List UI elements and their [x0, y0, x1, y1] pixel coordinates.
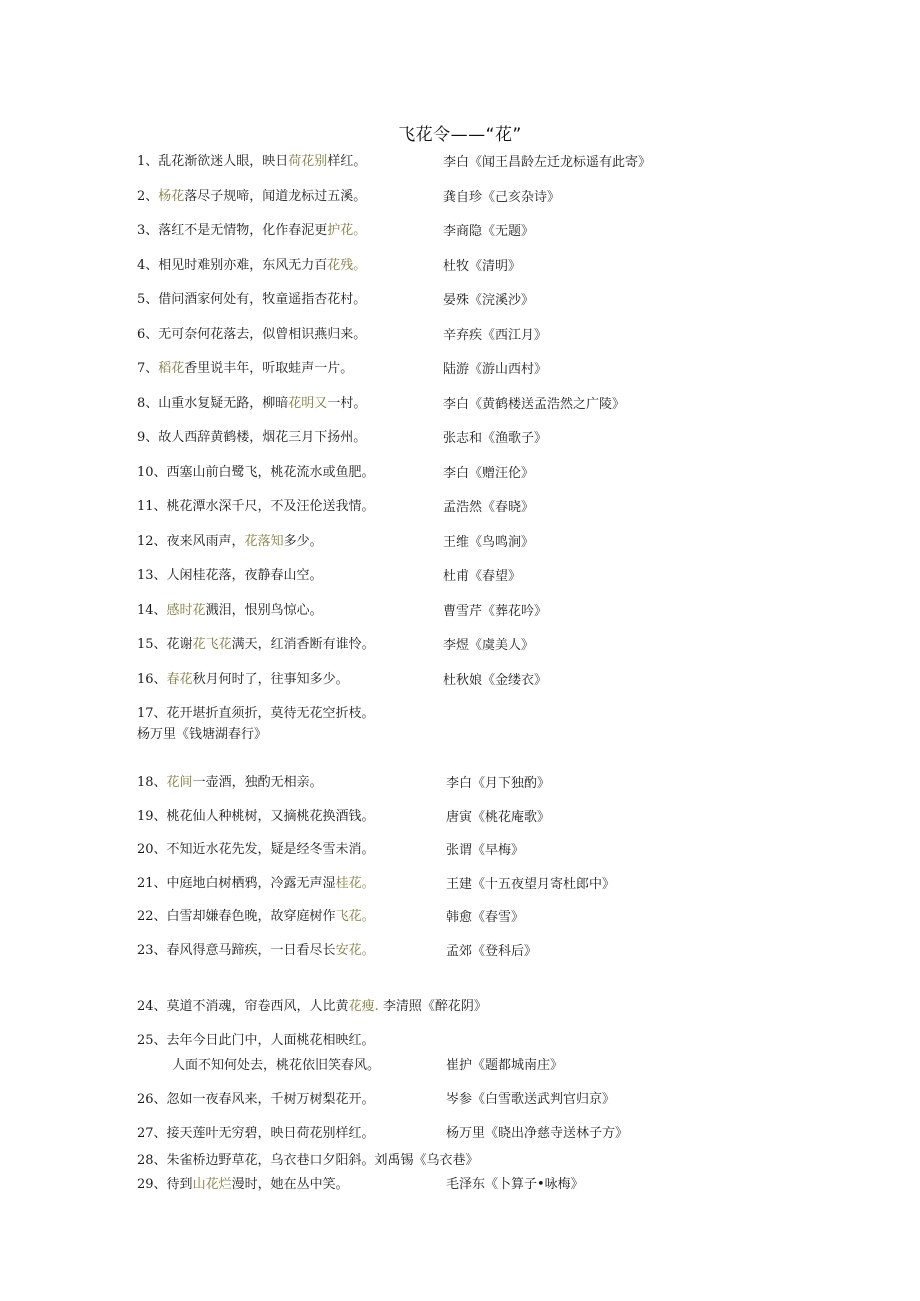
highlight-text: 花瘦. — [348, 999, 379, 1014]
poem-source: 辛弃疾《西江月》 — [443, 327, 548, 343]
line-text: 西塞山前白鹭飞，桃花流水或鱼肥。 — [166, 464, 375, 480]
line-number: 24、 — [137, 999, 167, 1014]
line-text: 春风得意马蹄疾，一日看尽长 — [166, 942, 336, 958]
highlight-text: 桂花。 — [335, 875, 375, 891]
poem-line-26 — [137, 1092, 375, 1108]
highlight-text: 春花 — [166, 671, 193, 687]
line-text: 故人西辞黄鹤楼，烟花三月下扬州。 — [158, 430, 367, 445]
highlight-text: 花间 — [166, 775, 193, 790]
poem-source: 韩愈《春雪》 — [446, 910, 525, 925]
line-number: 18、 — [137, 775, 167, 790]
page-title: 飞花令——“花” — [398, 125, 522, 145]
poem-source: 孟浩然《春晓》 — [443, 500, 535, 515]
line-number: 11、 — [137, 499, 167, 514]
poem-line — [137, 809, 375, 825]
poem-source: 杜牧《清明》 — [443, 258, 522, 274]
highlight-text: 荷花别 — [288, 154, 328, 169]
line-number: 3、 — [137, 223, 159, 238]
poem-source: 李白《赠汪伦》 — [443, 465, 535, 481]
line-text: 多少。 — [283, 533, 323, 549]
line-text: 秋月何时了，往事知多少。 — [192, 671, 349, 687]
line-text: 一村。 — [327, 395, 367, 411]
poem-line — [137, 465, 375, 481]
poem-line — [137, 327, 366, 343]
poem-line — [137, 189, 366, 205]
poem-source: 晏殊《浣溪沙》 — [443, 293, 535, 308]
poem-line-25 — [137, 1033, 375, 1049]
line-text: 一壶酒，独酌无相亲。 — [192, 775, 323, 790]
poem-line — [137, 534, 323, 550]
highlight-text: 稻花 — [158, 361, 185, 376]
line-number: 21、 — [137, 875, 167, 891]
line-number: 6、 — [137, 326, 159, 342]
poem-line — [137, 154, 366, 170]
line-text: 忽如一夜春风来，千树万树梨花开。 — [166, 1092, 375, 1107]
line-text: 乱花渐欲迷人眼，映日 — [158, 154, 289, 169]
poem-line — [137, 775, 323, 791]
line-number: 10、 — [137, 464, 167, 480]
poem-line — [137, 499, 375, 515]
line-text: 溅泪，恨别鸟惊心。 — [205, 602, 323, 618]
line-number: 25、 — [137, 1033, 167, 1048]
line-number: 5、 — [137, 292, 159, 307]
highlight-text: 杨花 — [158, 188, 185, 204]
poem-line-28 — [137, 1153, 479, 1169]
line-number: 26、 — [137, 1092, 167, 1107]
line-text: 花谢 — [166, 637, 193, 652]
line-text: 花开堪折直须折，莫待无花空折枝。 — [166, 706, 375, 721]
poem-line-25-cont: 人面不知何处去，桃花依旧笑春风。 — [172, 1058, 381, 1073]
highlight-text: 感时花 — [166, 602, 206, 618]
line-number: 20、 — [137, 842, 167, 857]
poem-source: 唐寅《桃花庵歌》 — [446, 809, 551, 825]
line-text: 桃花潭水深千尺，不及汪伦送我情。 — [166, 499, 375, 514]
line-number: 27、 — [137, 1126, 167, 1141]
poem-line — [137, 223, 366, 239]
line-number: 22、 — [137, 909, 167, 924]
poem-source: 张志和《渔歌子》 — [443, 431, 548, 446]
line-number: 17、 — [137, 706, 167, 721]
poem-source: 孟郊《登科后》 — [446, 943, 538, 959]
poem-source: 陆游《游山西村》 — [443, 362, 548, 377]
line-number: 15、 — [137, 637, 167, 652]
highlight-text: 护花。 — [327, 223, 367, 238]
poem-source: 杜甫《春望》 — [443, 569, 522, 584]
line-text: 白雪却嫌春色晚，故穿庭树作 — [166, 909, 336, 924]
poem-source: 李商隐《无题》 — [443, 224, 535, 239]
poem-source: 杨万里《钱塘湖春行》 — [137, 727, 268, 742]
line-text: 不知近水花先发，疑是经冬雪未消。 — [166, 842, 375, 857]
poem-source: 李白《闻王昌龄左迁龙标遥有此寄》 — [443, 155, 652, 170]
highlight-text: 安花。 — [335, 942, 375, 958]
line-number: 19、 — [137, 808, 167, 824]
line-number: 23、 — [137, 942, 167, 958]
line-source: 李清照《醉花阴》 — [378, 999, 487, 1014]
poem-line-24 — [137, 999, 487, 1015]
poem-line — [137, 706, 375, 722]
line-number: 16、 — [137, 671, 167, 687]
poem-line — [137, 943, 375, 959]
poem-line — [137, 909, 375, 925]
poem-source: 杨万里《晓出净慈寺送林子方》 — [446, 1126, 629, 1141]
line-text: 落红不是无情物，化作春泥更 — [158, 223, 328, 238]
line-text: 借问酒家何处有，牧童遥指杏花村。 — [158, 292, 367, 307]
line-number: 14、 — [137, 602, 167, 618]
line-text: 桃花仙人种桃树，又摘桃花换酒钱。 — [166, 808, 375, 824]
line-number: 8、 — [137, 395, 159, 411]
poem-source: 杜秋娘《金缕衣》 — [443, 672, 548, 688]
line-text: 人闲桂花落，夜静春山空。 — [166, 568, 323, 583]
line-text: 待到 — [166, 1177, 193, 1192]
poem-line — [137, 568, 323, 584]
line-text: 漫时，她在丛中笑。 — [231, 1177, 349, 1192]
poem-line — [137, 396, 366, 412]
poem-line — [137, 672, 349, 688]
poem-line — [137, 258, 366, 274]
poem-line — [137, 876, 375, 892]
poem-line — [137, 603, 323, 619]
poem-line-27 — [137, 1126, 375, 1142]
line-text: 中庭地白树栖鸦，冷露无声湿 — [166, 875, 336, 891]
line-number: 1、 — [137, 154, 159, 169]
poem-source: 王维《鸟鸣涧》 — [443, 534, 535, 550]
highlight-text: 飞花。 — [335, 909, 375, 924]
line-text: 夜来风雨声， — [166, 533, 245, 549]
line-number: 13、 — [137, 568, 167, 583]
poem-source: 张谓《早梅》 — [446, 843, 525, 858]
poem-source: 王建《十五夜望月寄杜郎中》 — [446, 876, 616, 892]
poem-source: 李白《月下独酌》 — [446, 776, 551, 791]
highlight-text: 花飞花 — [192, 637, 232, 652]
line-text: 去年今日此门中，人面桃花相映红。 — [166, 1033, 375, 1048]
line-number: 28、 — [137, 1153, 167, 1168]
line-number: 4、 — [137, 257, 159, 273]
poem-source: 李煜《虞美人》 — [443, 638, 535, 653]
line-text: 山重水复疑无路，柳暗 — [158, 395, 289, 411]
highlight-text: 花残。 — [327, 257, 367, 273]
line-text: 接天莲叶无穷碧，映日荷花别样红。 — [166, 1126, 375, 1141]
poem-line — [137, 292, 366, 308]
poem-source: 龚自珍《己亥杂诗》 — [443, 189, 561, 205]
line-text: 香里说丰年，听取蛙声一片。 — [184, 361, 354, 376]
poem-line-29 — [137, 1177, 349, 1193]
poem-line — [137, 842, 375, 858]
line-text: 样红。 — [327, 154, 367, 169]
line-text: 相见时难别亦难，东风无力百 — [158, 257, 328, 273]
poem-line — [137, 637, 375, 653]
highlight-text: 花落知 — [244, 533, 284, 549]
line-number: 9、 — [137, 430, 159, 445]
line-text: 落尽子规啼，闻道龙标过五溪。 — [184, 188, 367, 204]
line-number: 2、 — [137, 188, 159, 204]
line-text: 莫道不消魂，帘卷西风，人比黄 — [166, 999, 349, 1014]
highlight-text: 花明又 — [288, 395, 328, 411]
line-text: 满天，红消香断有谁怜。 — [231, 637, 375, 652]
line-text: 无可奈何花落去，似曾相识燕归来。 — [158, 326, 367, 342]
poem-source: 李白《黄鹤楼送孟浩然之广陵》 — [443, 396, 626, 412]
poem-source: 崔护《题都城南庄》 — [446, 1058, 564, 1073]
highlight-text: 山花烂 — [192, 1177, 232, 1192]
poem-source: 岑参《白雪歌送武判官归京》 — [446, 1092, 616, 1107]
poem-source: 毛泽东《卜算子•咏梅》 — [446, 1177, 584, 1192]
line-number: 7、 — [137, 361, 159, 376]
line-number: 12、 — [137, 533, 167, 549]
poem-line — [137, 361, 353, 377]
line-number: 29、 — [137, 1177, 167, 1192]
line-text: 朱雀桥边野草花，乌衣巷口夕阳斜。刘禹锡《乌衣巷》 — [166, 1153, 479, 1168]
poem-line — [137, 430, 366, 446]
poem-source: 曹雪芹《葬花吟》 — [443, 603, 548, 619]
